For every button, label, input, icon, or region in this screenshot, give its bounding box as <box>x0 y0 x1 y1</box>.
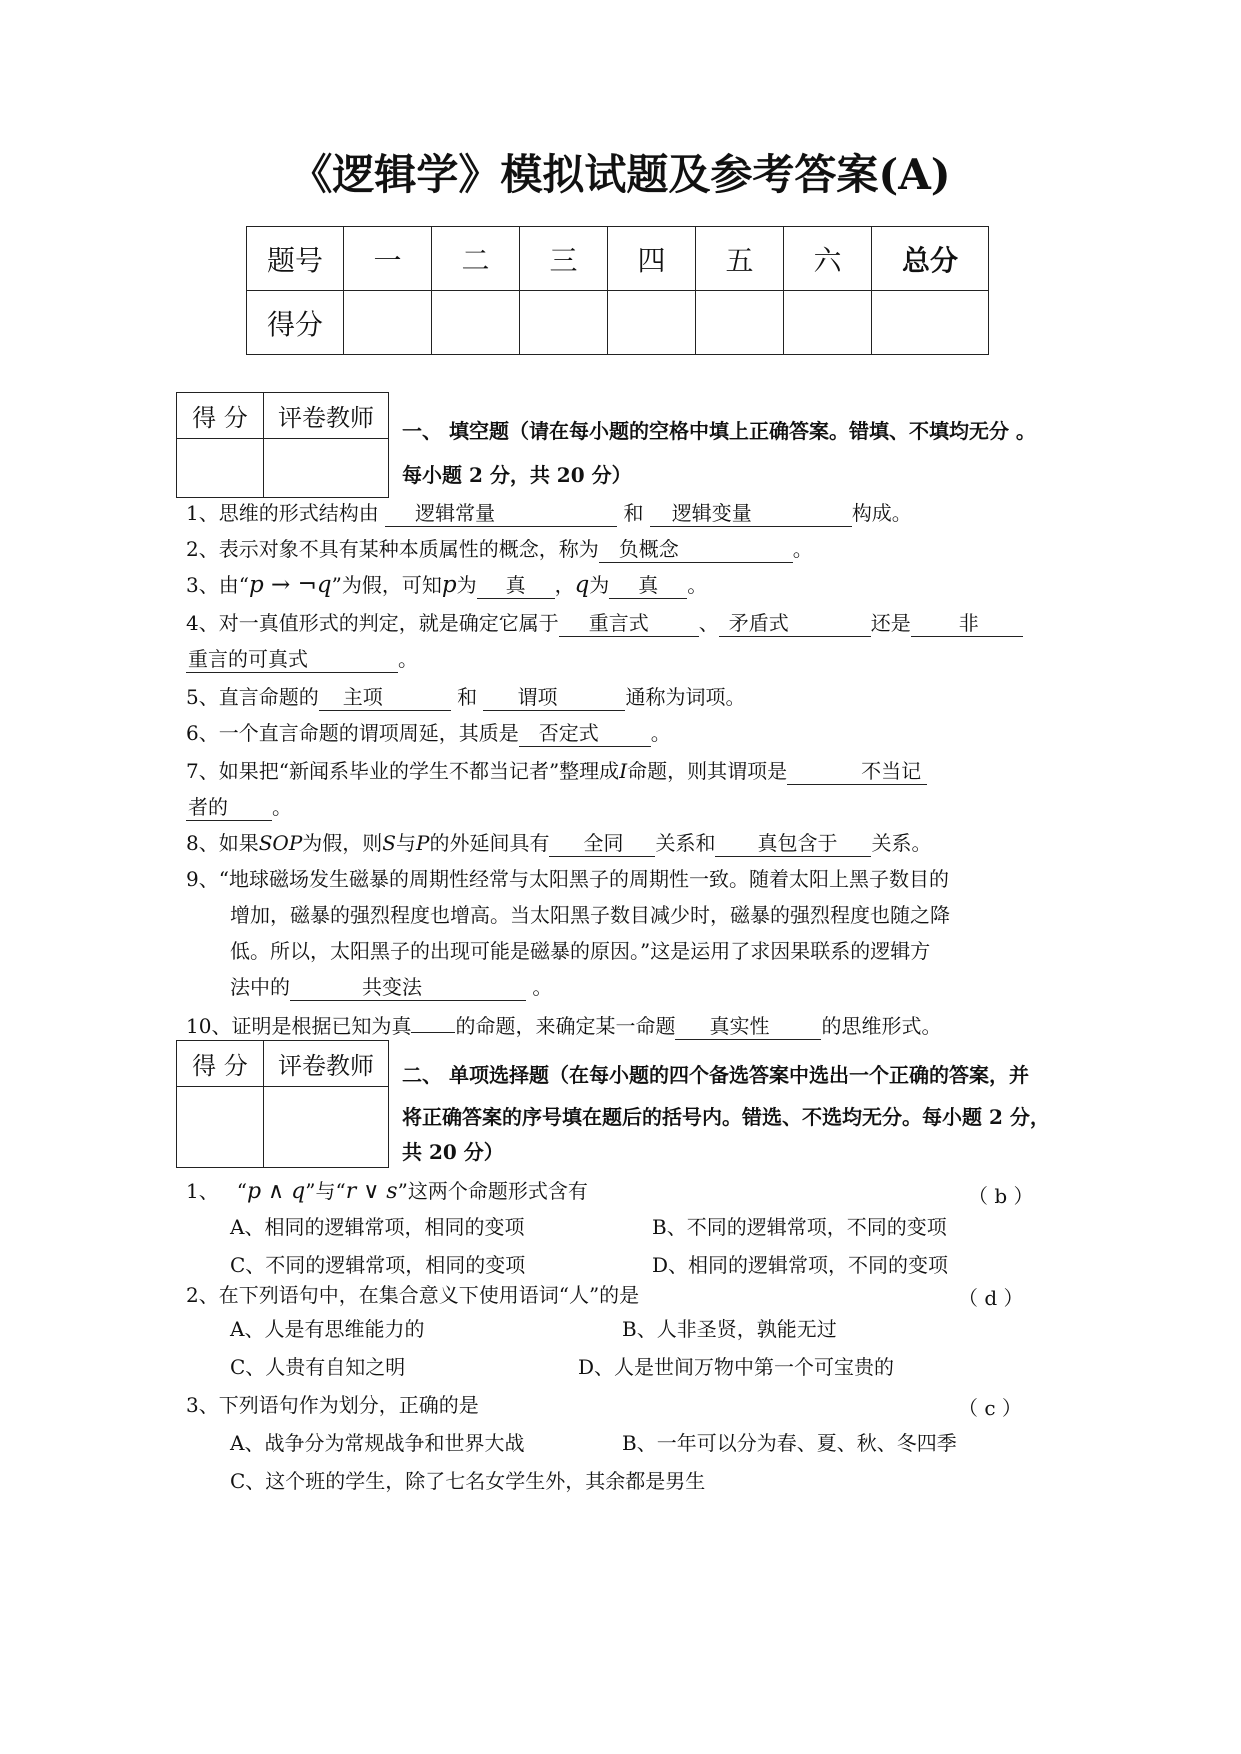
section2-grader-box <box>176 1040 389 1168</box>
fill-question-4: 4、对一真值形式的判定，就是确定它属于 重言式 、 矛盾式 还是 非 <box>186 608 1023 638</box>
answer-blank[interactable]: 者的 <box>186 794 272 821</box>
grader-teacher-label: 评卷教师 <box>264 1041 389 1087</box>
score-cell[interactable] <box>784 291 872 355</box>
answer-blank[interactable]: 矛盾式 <box>719 610 871 637</box>
score-header-cell: 一 <box>344 227 432 291</box>
answer-blank[interactable]: 否定式 <box>519 720 651 747</box>
section1-heading <box>402 409 1102 497</box>
grader-score-label: 得 分 <box>177 1041 264 1087</box>
score-cell[interactable] <box>432 291 520 355</box>
formula: I <box>619 759 628 783</box>
section2-heading <box>402 1054 1122 1166</box>
fill-question-2: 2、表示对象不具有某种本质属性的概念，称为 负概念 。 <box>186 537 813 561</box>
answer-blank[interactable]: 全同 <box>549 830 655 857</box>
section2-heading-line: 将正确答案的序号填在题后的括号内。错选、不选均无分。每小题 2 分， <box>402 1105 1050 1129</box>
formula: P <box>416 831 430 855</box>
score-header-cell: 题号 <box>247 227 344 291</box>
score-header-cell: 四 <box>608 227 696 291</box>
answer-blank[interactable]: 不当记 <box>787 758 927 785</box>
section2-heading-line: 二、 单项选择题（在每小题的四个备选答案中选出一个正确的答案，并 <box>402 1063 1029 1087</box>
answer-blank[interactable] <box>411 1010 455 1033</box>
answer-bracket[interactable]: （ b ） <box>968 1184 1034 1208</box>
answer-blank[interactable]: 真 <box>477 572 555 599</box>
choice-option-b[interactable]: B、一年可以分为春、夏、秋、冬四季 <box>622 1431 957 1455</box>
score-header-cell: 三 <box>520 227 608 291</box>
choice-question-2: 2、在下列语句中，在集合意义下使用语词“人”的是 <box>186 1283 640 1307</box>
page-title: 《逻辑学》模拟试题及参考答案(A) <box>290 150 951 199</box>
section1-grader-box <box>176 392 389 498</box>
formula: SOP <box>258 831 303 855</box>
score-cell[interactable] <box>696 291 784 355</box>
choice-option-d[interactable]: D、人是世间万物中第一个可宝贵的 <box>578 1355 895 1379</box>
grader-score-label: 得 分 <box>177 393 264 439</box>
answer-blank[interactable]: 重言的可真式 <box>186 646 398 673</box>
formula: r ∨ s <box>345 1179 398 1204</box>
formula: p ∧ q <box>246 1179 306 1204</box>
choice-question-1: 1、 “p ∧ q”与“r ∨ s”这两个命题形式含有 <box>186 1179 588 1204</box>
score-table-header-row <box>247 227 989 291</box>
score-table <box>246 226 989 355</box>
fill-question-9-line-4: 法中的 共变法 。 <box>230 975 553 999</box>
answer-blank[interactable]: 真实性 <box>675 1013 821 1040</box>
score-cell[interactable] <box>520 291 608 355</box>
section2-heading-line: 共 20 分） <box>402 1140 504 1164</box>
choice-option-a[interactable]: A、人是有思维能力的 <box>230 1317 425 1341</box>
fill-question-10: 10、证明是根据已知为真 的命题，来确定某一命题 真实性 的思维形式。 <box>186 1010 941 1041</box>
answer-blank[interactable]: 重言式 <box>559 610 699 637</box>
grader-teacher-cell[interactable] <box>264 439 389 498</box>
answer-bracket[interactable]: （ c ） <box>958 1396 1022 1420</box>
fill-question-5: 5、直言命题的 主项 和 谓项 通称为词项。 <box>186 685 746 709</box>
fill-question-9: 9、“地球磁场发生磁暴的周期性经常与太阳黑子的周期性一致。随着太阳上黑子数目的 <box>186 867 949 891</box>
score-cell[interactable] <box>608 291 696 355</box>
answer-blank[interactable]: 共变法 <box>290 974 526 1001</box>
choice-option-d[interactable]: D、相同的逻辑常项，不同的变项 <box>652 1253 949 1277</box>
choice-option-b[interactable]: B、人非圣贤，孰能无过 <box>622 1317 837 1341</box>
formula: p <box>441 572 457 598</box>
score-cell[interactable] <box>344 291 432 355</box>
grader-teacher-label: 评卷教师 <box>264 393 389 439</box>
fill-question-7-continued: 者的 。 <box>188 795 292 819</box>
fill-question-8: 8、如果SOP为假，则S与P的外延间具有 全同 关系和 真包含于 关系。 <box>186 831 932 855</box>
fill-question-7: 7、如果把“新闻系毕业的学生不都当记者”整理成I命题，则其谓项是 不当记 <box>186 756 927 786</box>
fill-question-4-continued: 重言的可真式 。 <box>188 647 418 671</box>
score-header-cell: 总分 <box>872 227 989 291</box>
fill-question-9-line-3: 低。所以，太阳黑子的出现可能是磁暴的原因。”这是运用了求因果联系的逻辑方 <box>230 939 931 963</box>
answer-blank[interactable]: 真包含于 <box>715 830 871 857</box>
formula: S <box>382 831 396 855</box>
choice-question-3: 3、下列语句作为划分，正确的是 <box>186 1393 479 1417</box>
choice-option-b[interactable]: B、不同的逻辑常项，不同的变项 <box>652 1215 947 1239</box>
score-header-cell: 二 <box>432 227 520 291</box>
section1-heading-line: 一、 填空题（请在每小题的空格中填上正确答案。错填、不填均无分 。 <box>402 419 1036 443</box>
fill-question-9-line-2: 增加，磁暴的强烈程度也增高。当太阳黑子数目减少时，磁暴的强烈程度也随之降 <box>230 903 950 927</box>
score-row-label: 得分 <box>247 291 344 355</box>
fill-question-6: 6、一个直言命题的谓项周延，其质是 否定式 。 <box>186 721 671 745</box>
answer-blank[interactable]: 负概念 <box>599 536 793 563</box>
choice-option-c[interactable]: C、这个班的学生，除了七名女学生外，其余都是男生 <box>230 1469 706 1493</box>
score-cell[interactable] <box>872 291 989 355</box>
answer-bracket[interactable]: （ d ） <box>958 1286 1024 1310</box>
formula: p → ¬q <box>248 572 332 598</box>
grader-teacher-cell[interactable] <box>264 1087 389 1168</box>
answer-blank[interactable]: 谓项 <box>483 684 625 711</box>
choice-option-c[interactable]: C、不同的逻辑常项，相同的变项 <box>230 1253 526 1277</box>
answer-blank[interactable]: 主项 <box>319 684 451 711</box>
grader-score-cell[interactable] <box>177 439 264 498</box>
choice-option-a[interactable]: A、战争分为常规战争和世界大战 <box>230 1431 525 1455</box>
fill-question-1: 1、思维的形式结构由 逻辑常量 和 逻辑变量 构成。 <box>186 501 912 525</box>
answer-blank[interactable]: 真 <box>609 572 687 599</box>
score-table-score-row <box>247 291 989 355</box>
choice-option-a[interactable]: A、相同的逻辑常项，相同的变项 <box>230 1215 525 1239</box>
choice-option-c[interactable]: C、人贵有自知之明 <box>230 1355 406 1379</box>
answer-blank[interactable]: 非 <box>911 610 1023 637</box>
grader-score-cell[interactable] <box>177 1087 264 1168</box>
score-header-cell: 五 <box>696 227 784 291</box>
fill-question-3: 3、由“p → ¬q”为假，可知p为 真 ，q为 真 。 <box>186 572 708 598</box>
answer-blank[interactable]: 逻辑变量 <box>650 500 852 527</box>
section1-heading-line: 每小题 2 分，共 20 分） <box>402 463 632 487</box>
answer-blank[interactable]: 逻辑常量 <box>385 500 617 527</box>
score-header-cell: 六 <box>784 227 872 291</box>
formula: q <box>574 572 590 598</box>
